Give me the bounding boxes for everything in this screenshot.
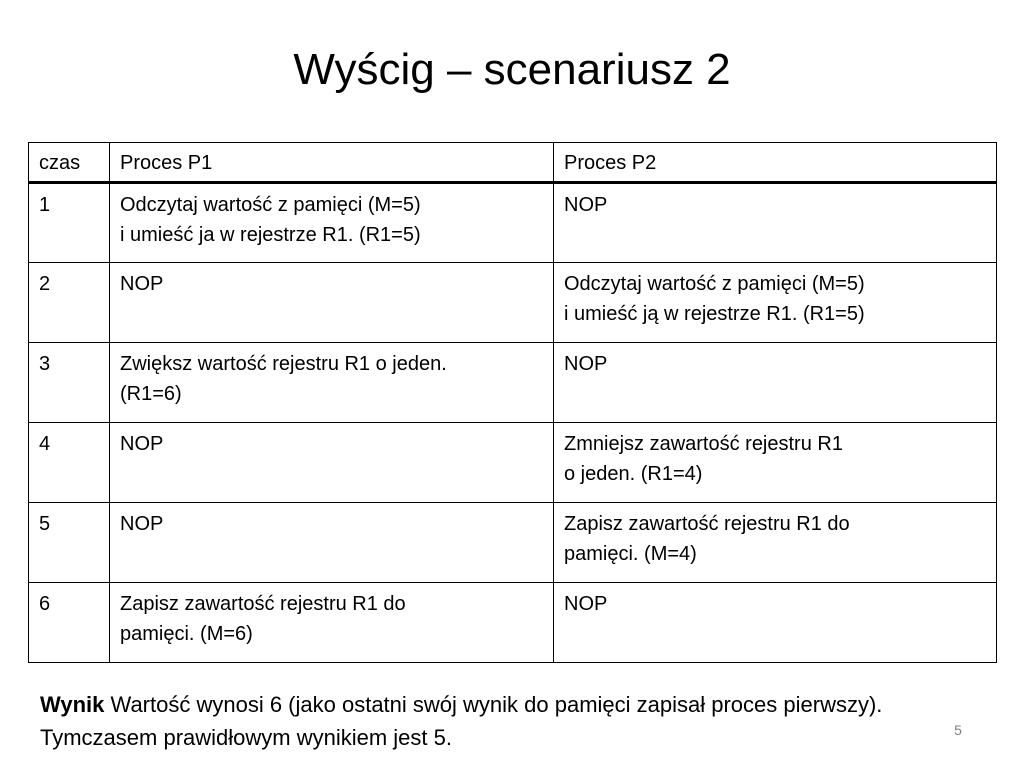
result-paragraph [40, 688, 940, 754]
time-value: 5 [39, 513, 51, 535]
p2-text-line: Zapisz zawartość rejestru R1 do [564, 513, 850, 535]
p1-cell [110, 183, 554, 263]
table-row [29, 583, 997, 663]
table-row [29, 183, 997, 263]
p2-cell [554, 423, 997, 503]
p1-text-line: NOP [120, 433, 164, 455]
p1-text-line: Odczytaj wartość z pamięci (M=5) [120, 194, 421, 216]
p2-text-line: Zmniejsz zawartość rejestru R1 [564, 433, 843, 455]
p2-cell [554, 343, 997, 423]
p1-text-line: Zapisz zawartość rejestru R1 do [120, 593, 406, 615]
time-cell [29, 583, 110, 663]
p1-text-line: (R1=6) [120, 383, 182, 405]
p2-text-line: pamięci. (M=4) [564, 543, 697, 565]
p1-cell [110, 583, 554, 663]
p1-cell [110, 343, 554, 423]
p2-text-line: NOP [564, 593, 608, 615]
time-cell [29, 503, 110, 583]
p1-text-line: Zwiększ wartość rejestru R1 o jeden. [120, 353, 447, 375]
p1-text-line: i umieść ja w rejestrze R1. (R1=5) [120, 224, 421, 246]
p2-text-line: i umieść ją w rejestrze R1. (R1=5) [564, 303, 865, 325]
p2-text-line: NOP [564, 353, 608, 375]
slide-title: Wyścig – scenariusz 2 [293, 45, 731, 94]
time-value: 1 [39, 194, 51, 216]
p2-cell [554, 583, 997, 663]
column-header-p1: Proces P1 [110, 143, 554, 183]
p2-text-line: NOP [564, 194, 608, 216]
p2-cell [554, 263, 997, 343]
p1-text-line: NOP [120, 273, 164, 295]
p1-cell [110, 503, 554, 583]
p1-text-line: pamięci. (M=6) [120, 623, 253, 645]
column-header-time: czas [29, 143, 110, 183]
time-value: 2 [39, 273, 51, 295]
p1-text-line: NOP [120, 513, 164, 535]
time-value: 3 [39, 353, 51, 375]
time-value: 4 [39, 433, 51, 455]
table-row [29, 503, 997, 583]
result-description: Wartość wynosi 6 (jako ostatni swój wynik do pamięci zapisał proces pierwszy). Tymczasem prawidłowym wynikiem jest 5. [40, 692, 883, 750]
time-cell [29, 343, 110, 423]
time-cell [29, 263, 110, 343]
race-scenario-table [28, 142, 997, 663]
time-cell [29, 423, 110, 503]
time-value: 6 [39, 593, 51, 615]
column-header-p2: Proces P2 [554, 143, 997, 183]
page-number: 5 [954, 722, 962, 738]
result-label: Wynik [40, 692, 105, 717]
p1-cell [110, 423, 554, 503]
table-row [29, 423, 997, 503]
time-cell [29, 183, 110, 263]
table-row [29, 263, 997, 343]
table-row [29, 343, 997, 423]
p2-cell [554, 183, 997, 263]
p2-text-line: o jeden. (R1=4) [564, 463, 703, 485]
p2-cell [554, 503, 997, 583]
table-header-row [29, 143, 997, 183]
p1-cell [110, 263, 554, 343]
p2-text-line: Odczytaj wartość z pamięci (M=5) [564, 273, 865, 295]
